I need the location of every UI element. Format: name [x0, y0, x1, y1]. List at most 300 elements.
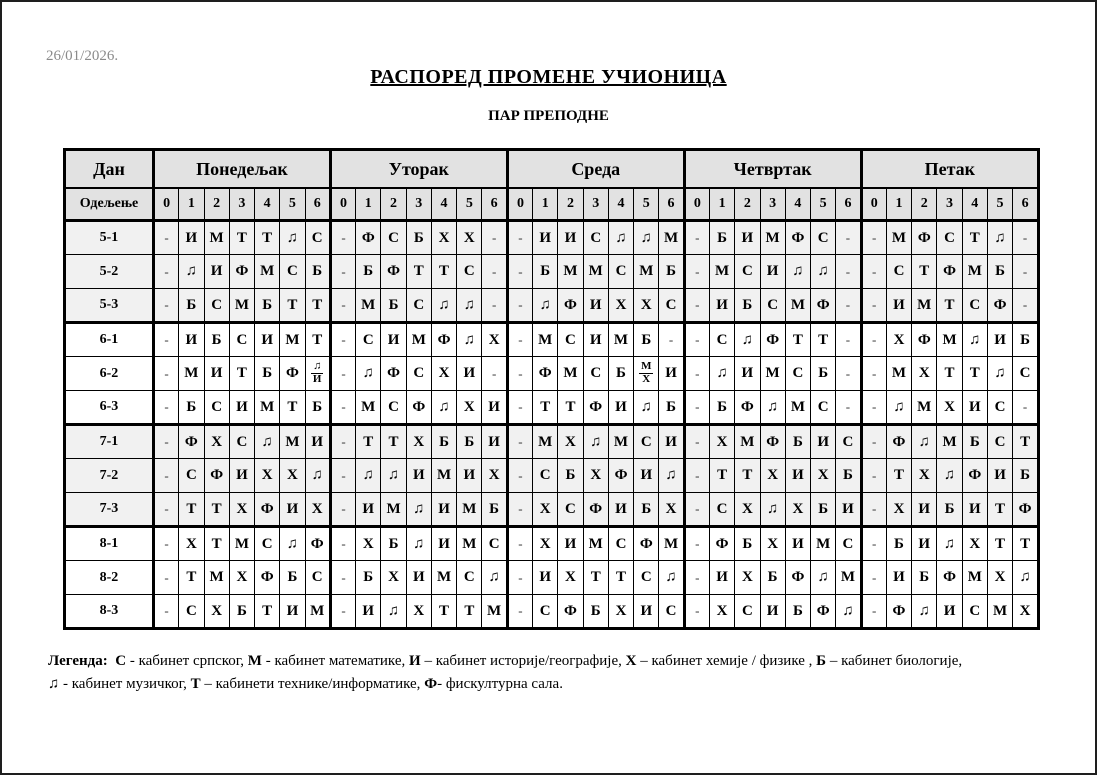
schedule-cell: ♫ — [457, 323, 482, 357]
schedule-cell: Т — [558, 391, 583, 425]
schedule-cell: Т — [608, 561, 633, 595]
schedule-cell: И — [204, 255, 229, 289]
schedule-cell: С — [785, 357, 810, 391]
schedule-cell: С — [634, 425, 659, 459]
schedule-cell: Т — [457, 595, 482, 629]
schedule-cell: Х — [735, 493, 760, 527]
schedule-cell: - — [836, 221, 861, 255]
schedule-cell: ♫ — [886, 391, 911, 425]
schedule-cell: - — [482, 357, 507, 391]
schedule-cell: - — [861, 425, 886, 459]
schedule-cell: И — [912, 527, 937, 561]
schedule-cell: Т — [785, 323, 810, 357]
day-header: Уторак — [330, 150, 507, 189]
schedule-cell: ♫ — [962, 323, 987, 357]
schedule-cell: М — [634, 255, 659, 289]
day-header: Петак — [861, 150, 1038, 189]
schedule-cell: - — [153, 459, 178, 493]
schedule-cell: - — [836, 289, 861, 323]
schedule-cell: С — [987, 425, 1012, 459]
schedule-cell: С — [962, 289, 987, 323]
schedule-cell: Х — [608, 289, 633, 323]
schedule-cell: ♫ — [406, 493, 431, 527]
schedule-cell: - — [684, 561, 709, 595]
schedule-cell: - — [330, 357, 355, 391]
schedule-cell: ♫ — [634, 391, 659, 425]
schedule-cell: - — [684, 493, 709, 527]
schedule-cell: Х — [735, 561, 760, 595]
schedule-cell: Б — [608, 357, 633, 391]
schedule-cell: И — [179, 323, 204, 357]
schedule-cell: Х — [533, 527, 558, 561]
period-header: 2 — [912, 188, 937, 221]
schedule-cell: - — [330, 391, 355, 425]
schedule-cell: Б — [735, 289, 760, 323]
schedule-cell: - — [836, 323, 861, 357]
schedule-cell: Б — [305, 255, 330, 289]
schedule-cell: Б — [305, 391, 330, 425]
period-header: 2 — [204, 188, 229, 221]
day-header: Четвртак — [684, 150, 861, 189]
schedule-cell: - — [153, 255, 178, 289]
schedule-cell: ♫ — [760, 493, 785, 527]
schedule-cell: ♫ — [381, 595, 406, 629]
schedule-cell: С — [356, 323, 381, 357]
legend-key: Б — [816, 653, 827, 669]
schedule-cell: - — [1013, 221, 1039, 255]
schedule-cell: - — [861, 289, 886, 323]
schedule-cell: М — [533, 323, 558, 357]
schedule-cell: И — [431, 493, 456, 527]
schedule-cell: М — [836, 561, 861, 595]
period-header: 5 — [987, 188, 1012, 221]
schedule-cell: Ф — [179, 425, 204, 459]
schedule-cell: С — [305, 561, 330, 595]
schedule-cell: - — [684, 391, 709, 425]
schedule-cell: Х — [709, 425, 734, 459]
legend-text: – кабинети технике/информатике, — [200, 676, 425, 693]
schedule-cell: И — [179, 221, 204, 255]
period-header: 3 — [406, 188, 431, 221]
schedule-cell: И — [760, 255, 785, 289]
schedule-cell: Т — [305, 289, 330, 323]
legend-text: – кабинет биологије, — [826, 653, 963, 669]
schedule-cell: Х — [709, 595, 734, 629]
page-subtitle: ПАР ПРЕПОДНЕ — [488, 108, 609, 124]
schedule-cell: М — [608, 323, 633, 357]
period-header: 1 — [886, 188, 911, 221]
schedule-cell: - — [1013, 255, 1039, 289]
schedule-cell: ♫ — [356, 459, 381, 493]
schedule-cell: Б — [356, 561, 381, 595]
schedule-cell: Б — [356, 255, 381, 289]
schedule-cell: Ф — [937, 561, 962, 595]
schedule-cell: ♫ — [912, 425, 937, 459]
schedule-cell: - — [330, 527, 355, 561]
schedule-cell: - — [684, 323, 709, 357]
schedule-row — [65, 323, 1039, 357]
schedule-cell: Ф — [558, 289, 583, 323]
schedule-cell: И — [987, 459, 1012, 493]
class-label: 7-1 — [65, 425, 154, 459]
schedule-cell: И — [305, 425, 330, 459]
schedule-cell: И — [431, 527, 456, 561]
schedule-cell: Х — [886, 323, 911, 357]
period-header: 0 — [330, 188, 355, 221]
schedule-cell: Х — [634, 289, 659, 323]
schedule-cell: М — [659, 221, 684, 255]
schedule-cell: С — [760, 289, 785, 323]
stacked-cell: М Х — [641, 360, 652, 385]
schedule-cell: Ф — [912, 323, 937, 357]
period-header: 1 — [356, 188, 381, 221]
schedule-cell: Б — [255, 289, 280, 323]
schedule-cell: С — [179, 459, 204, 493]
class-label: 5-2 — [65, 255, 154, 289]
schedule-cell: - — [507, 425, 532, 459]
class-label: 5-3 — [65, 289, 154, 323]
schedule-cell: М — [785, 289, 810, 323]
schedule-cell: Х — [482, 323, 507, 357]
schedule-cell: И — [558, 527, 583, 561]
legend-key: Ф — [424, 676, 438, 693]
schedule-cell: И — [583, 323, 608, 357]
schedule-cell: Б — [1013, 323, 1039, 357]
schedule-cell: С — [659, 289, 684, 323]
period-header: 5 — [811, 188, 836, 221]
schedule-cell: ♫ — [659, 459, 684, 493]
schedule-cell: М — [558, 357, 583, 391]
schedule-cell: С — [558, 493, 583, 527]
schedule-cell: Б — [634, 323, 659, 357]
schedule-cell: С — [735, 255, 760, 289]
schedule-cell: М — [912, 289, 937, 323]
period-header: 6 — [836, 188, 861, 221]
schedule-cell: М — [760, 221, 785, 255]
schedule-cell: Ф — [962, 459, 987, 493]
schedule-cell: С — [558, 323, 583, 357]
period-header: 2 — [735, 188, 760, 221]
schedule-cell: М — [962, 561, 987, 595]
schedule-cell: Х — [760, 459, 785, 493]
schedule-cell: ♫ — [356, 357, 381, 391]
schedule-cell: С — [735, 595, 760, 629]
schedule-cell: С — [255, 527, 280, 561]
legend-key: М — [247, 653, 262, 669]
schedule-cell: ♫ — [280, 527, 305, 561]
schedule-cell: М — [735, 425, 760, 459]
schedule-cell: Ф — [709, 527, 734, 561]
schedule-cell: И — [811, 425, 836, 459]
schedule-cell: Х — [305, 493, 330, 527]
schedule-cell: Ф — [886, 595, 911, 629]
schedule-cell: С — [381, 221, 406, 255]
schedule-cell: И — [962, 391, 987, 425]
schedule-cell: ♫ — [760, 391, 785, 425]
schedule-cell: - — [507, 357, 532, 391]
schedule-cell: С — [608, 255, 633, 289]
schedule-cell: - — [836, 357, 861, 391]
schedule-cell: Б — [836, 459, 861, 493]
schedule-cell: И — [280, 493, 305, 527]
schedule-cell: Т — [406, 255, 431, 289]
schedule-cell: С — [457, 561, 482, 595]
schedule-cell: И — [886, 561, 911, 595]
corner-header: Дан — [65, 150, 154, 189]
schedule-cell: С — [457, 255, 482, 289]
schedule-cell: И — [457, 459, 482, 493]
schedule-cell: ♫ — [482, 561, 507, 595]
schedule-cell: Х — [1013, 595, 1039, 629]
schedule-cell: ♫ — [305, 459, 330, 493]
schedule-cell: - — [153, 527, 178, 561]
legend-text: - кабинет српског, — [126, 653, 248, 669]
schedule-cell: Ф — [381, 357, 406, 391]
schedule-cell: Х — [583, 459, 608, 493]
schedule-cell: Б — [785, 425, 810, 459]
schedule-cell: Ф — [305, 527, 330, 561]
schedule-cell: И — [886, 289, 911, 323]
schedule-cell: Б — [533, 255, 558, 289]
period-header: 3 — [583, 188, 608, 221]
schedule-cell: Х — [760, 527, 785, 561]
schedule-cell: С — [406, 357, 431, 391]
schedule-cell: М — [356, 289, 381, 323]
schedule-cell: - — [153, 561, 178, 595]
schedule-cell: И — [280, 595, 305, 629]
schedule-cell: Б — [381, 527, 406, 561]
legend-key: С — [115, 653, 127, 669]
schedule-cell: - — [330, 425, 355, 459]
schedule-cell: ♫ — [937, 459, 962, 493]
period-header: 5 — [634, 188, 659, 221]
schedule-cell: Ф — [583, 391, 608, 425]
schedule-cell: М — [255, 391, 280, 425]
period-header: 4 — [962, 188, 987, 221]
schedule-cell: Б — [709, 221, 734, 255]
schedule-cell: Б — [204, 323, 229, 357]
period-header: 6 — [482, 188, 507, 221]
schedule-row — [65, 289, 1039, 323]
class-label: 6-1 — [65, 323, 154, 357]
legend-text: - кабинет математике, — [261, 653, 410, 669]
schedule-cell: М — [760, 357, 785, 391]
schedule-cell: М — [431, 561, 456, 595]
schedule-cell: Ф — [811, 595, 836, 629]
schedule-cell: И — [381, 323, 406, 357]
schedule-cell: - — [153, 595, 178, 629]
schedule-cell: - — [330, 459, 355, 493]
schedule-cell: - — [1013, 289, 1039, 323]
schedule-cell: - — [507, 391, 532, 425]
legend-key: Т — [190, 676, 201, 693]
schedule-row — [65, 357, 1039, 391]
schedule-cell: М — [709, 255, 734, 289]
schedule-cell: С — [608, 527, 633, 561]
schedule-cell: Б — [709, 391, 734, 425]
schedule-cell: Т — [937, 357, 962, 391]
schedule-cell: Х — [255, 459, 280, 493]
schedule-cell: Х — [533, 493, 558, 527]
schedule-cell: М — [962, 255, 987, 289]
schedule-cell: - — [684, 357, 709, 391]
schedule-cell: - — [153, 425, 178, 459]
schedule-cell: М — [987, 595, 1012, 629]
schedule-cell: Б — [280, 561, 305, 595]
schedule-cell: М — [785, 391, 810, 425]
legend-key: ♫ — [48, 676, 60, 693]
schedule-cell: С — [583, 357, 608, 391]
day-header: Понедељак — [153, 150, 330, 189]
schedule-cell: Б — [760, 561, 785, 595]
schedule-cell: И — [482, 391, 507, 425]
schedule-cell: Х — [482, 459, 507, 493]
schedule-cell: Х — [912, 357, 937, 391]
schedule-cell: - — [836, 391, 861, 425]
schedule-cell: С — [634, 561, 659, 595]
schedule-cell: Т — [229, 357, 254, 391]
class-label: 7-2 — [65, 459, 154, 493]
schedule-cell: ♫ — [659, 561, 684, 595]
schedule-row — [65, 527, 1039, 561]
schedule-cell: И — [204, 357, 229, 391]
period-header: 0 — [861, 188, 886, 221]
schedule-cell: Ф — [811, 289, 836, 323]
schedule-cell: Х — [204, 595, 229, 629]
schedule-cell: ♫ — [735, 323, 760, 357]
schedule-cell: М — [229, 527, 254, 561]
schedule-cell: Ф — [558, 595, 583, 629]
legend-key: Х — [625, 653, 637, 669]
schedule-cell: Б — [583, 595, 608, 629]
schedule-cell: ♫ — [836, 595, 861, 629]
schedule-cell: М — [204, 561, 229, 595]
schedule-cell: Т — [533, 391, 558, 425]
schedule-cell: Ф — [1013, 493, 1039, 527]
schedule-cell: Ф — [255, 493, 280, 527]
schedule-cell: С — [709, 323, 734, 357]
schedule-cell: И — [709, 561, 734, 595]
schedule-cell: ♫ — [457, 289, 482, 323]
schedule-cell: С — [709, 493, 734, 527]
schedule-cell: ♫ — [937, 527, 962, 561]
schedule-cell: М — [457, 493, 482, 527]
schedule-cell: Х — [280, 459, 305, 493]
schedule-cell: Ф — [381, 255, 406, 289]
schedule-cell: Т — [583, 561, 608, 595]
schedule-cell: Ф — [735, 391, 760, 425]
schedule-cell: Т — [356, 425, 381, 459]
schedule-cell: И — [533, 221, 558, 255]
schedule-cell: - — [659, 323, 684, 357]
schedule-cell: - — [153, 391, 178, 425]
schedule-cell: Х — [406, 595, 431, 629]
schedule-cell: Х — [356, 527, 381, 561]
schedule-cell: ♫ — [785, 255, 810, 289]
schedule-cell: - — [507, 595, 532, 629]
legend-key: И — [409, 653, 421, 669]
class-label: 6-2 — [65, 357, 154, 391]
schedule-cell: Т — [962, 357, 987, 391]
day-header: Среда — [507, 150, 684, 189]
schedule-cell: М — [431, 459, 456, 493]
schedule-cell: Х — [912, 459, 937, 493]
schedule-cell: ♫ — [255, 425, 280, 459]
schedule-cell: Т — [381, 425, 406, 459]
schedule-cell: Б — [558, 459, 583, 493]
schedule-cell: С — [659, 595, 684, 629]
schedule-cell: Т — [811, 323, 836, 357]
schedule-cell: М — [381, 493, 406, 527]
schedule-cell: Ф — [785, 561, 810, 595]
legend-items — [48, 653, 962, 692]
schedule-cell: ♫ — [1013, 561, 1039, 595]
schedule-cell: - — [330, 493, 355, 527]
period-header: 1 — [179, 188, 204, 221]
schedule-cell: Т — [431, 595, 456, 629]
schedule-cell: Т — [255, 595, 280, 629]
schedule-cell: И — [659, 425, 684, 459]
schedule-row — [65, 561, 1039, 595]
schedule-cell: Т — [912, 255, 937, 289]
schedule-cell: Х — [608, 595, 633, 629]
schedule-cell: И — [255, 323, 280, 357]
period-header: 1 — [709, 188, 734, 221]
schedule-cell: Т — [987, 527, 1012, 561]
schedule-cell: И — [406, 459, 431, 493]
schedule-cell: - — [861, 391, 886, 425]
schedule-cell: И — [356, 595, 381, 629]
schedule-cell: Ф — [634, 527, 659, 561]
schedule-cell: С — [886, 255, 911, 289]
schedule-cell: И — [229, 391, 254, 425]
schedule-cell: Б — [431, 425, 456, 459]
legend-text: - кабинет музичког, — [59, 676, 191, 693]
schedule-cell: ♫ — [533, 289, 558, 323]
schedule-cell: С — [583, 221, 608, 255]
schedule-cell: Ф — [229, 255, 254, 289]
schedule-cell: Т — [1013, 527, 1039, 561]
schedule-cell: - — [330, 323, 355, 357]
schedule-cell: - — [153, 493, 178, 527]
schedule-cell: Б — [659, 255, 684, 289]
schedule-cell: И — [482, 425, 507, 459]
period-header: 3 — [937, 188, 962, 221]
schedule-cell: - — [153, 357, 178, 391]
schedule-cell: - — [153, 221, 178, 255]
schedule-cell — [305, 357, 330, 391]
schedule-cell: ♫ — [179, 255, 204, 289]
schedule-cell: Т — [204, 527, 229, 561]
schedule-cell: - — [153, 323, 178, 357]
schedule-cell: И — [735, 221, 760, 255]
schedule-cell: И — [634, 459, 659, 493]
schedule-cell: - — [861, 561, 886, 595]
schedule-cell: - — [507, 493, 532, 527]
schedule-cell: С — [482, 527, 507, 561]
schedule-cell: И — [229, 459, 254, 493]
schedule-cell: М — [912, 391, 937, 425]
schedule-cell: Ф — [760, 323, 785, 357]
period-header: 6 — [659, 188, 684, 221]
period-header: 4 — [608, 188, 633, 221]
schedule-cell: ♫ — [811, 255, 836, 289]
schedule-cell: М — [583, 255, 608, 289]
schedule-cell: Х — [785, 493, 810, 527]
schedule-cell: - — [861, 493, 886, 527]
schedule-cell: ♫ — [709, 357, 734, 391]
schedule-cell: Т — [735, 459, 760, 493]
